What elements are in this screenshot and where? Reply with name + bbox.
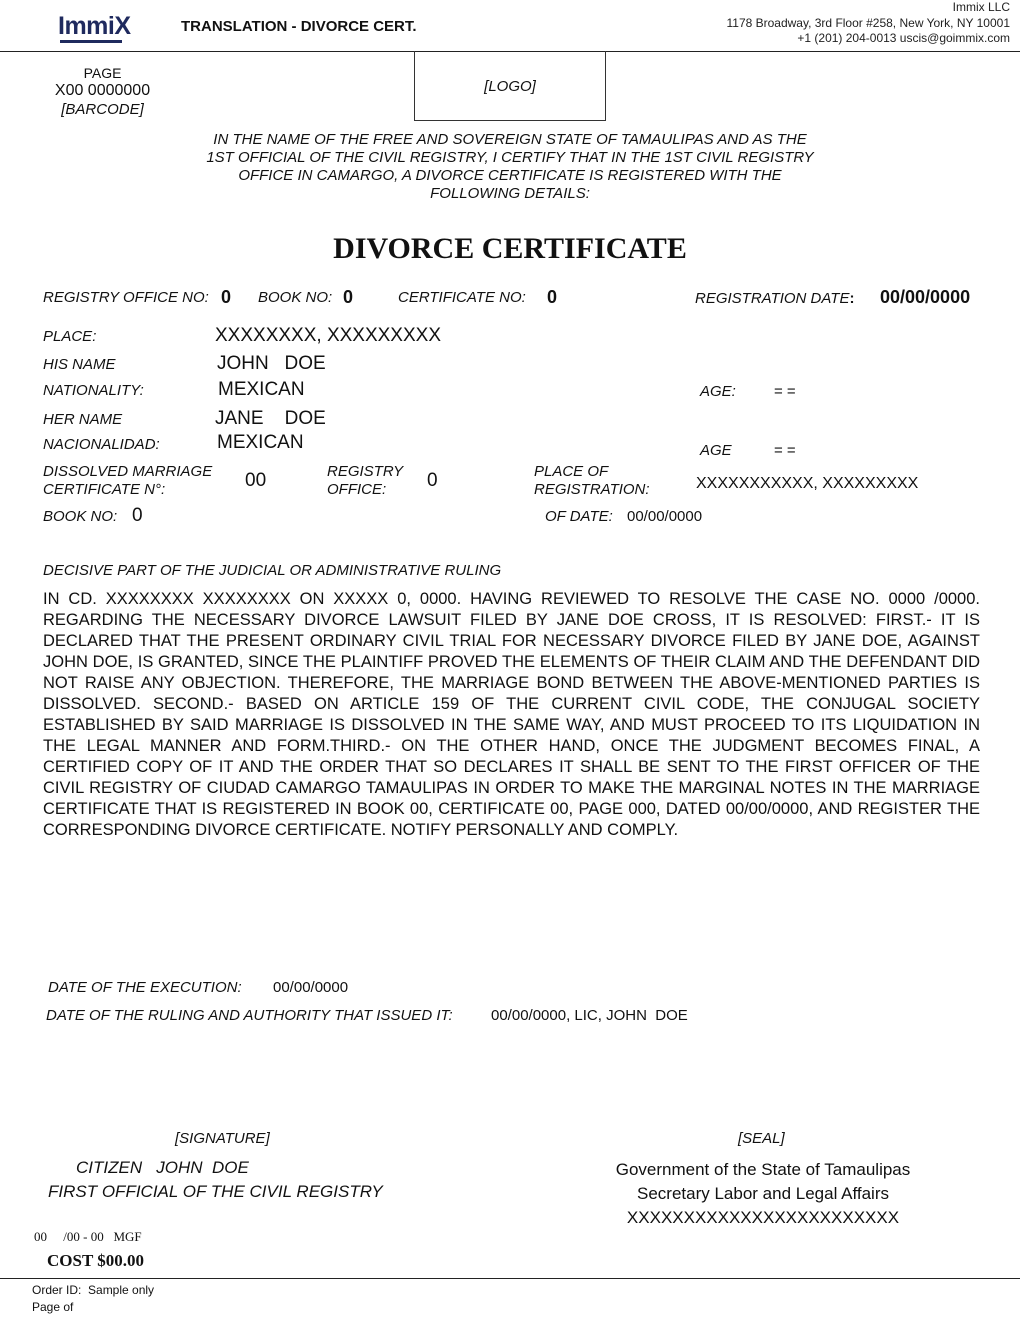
certificate-title: DIVORCE CERTIFICATE — [333, 232, 687, 265]
his-name-label: HIS NAME — [43, 356, 116, 373]
seal-line-2: Secretary Labor and Legal Affairs — [636, 1184, 889, 1203]
signer-title: FIRST OFFICIAL OF THE CIVIL REGISTRY — [48, 1182, 383, 1201]
dissolved-cert-label: DISSOLVED MARRIAGE CERTIFICATE N°: — [43, 463, 213, 498]
dissolved-office-value: 0 — [427, 470, 438, 491]
certificate-label: CERTIFICATE NO: — [398, 289, 526, 306]
dissolved-book-label: BOOK NO: — [43, 508, 118, 525]
his-name-value: JOHN DOE — [217, 353, 326, 374]
document-title: TRANSLATION - DIVORCE CERT. — [181, 18, 417, 35]
company-name: Immix LLC — [952, 0, 1010, 14]
intro-text: IN THE NAME OF THE FREE AND SOVEREIGN STATE OF TAMAULIPAS AND AS THE 1ST OFFICIAL OF THE CIVIL REGISTRY, I CERTIFY THAT IN THE 1ST CIVIL REGISTRY OFFICE IN CAMARGO, A DIVORCE CERTIFICATE IS REGISTERED WITH THE FOLLOWING DETAILS: — [206, 131, 814, 202]
page-number: X00 0000000 — [54, 82, 151, 99]
dissolved-cert-value: 00 — [245, 470, 267, 491]
reference-code: 00 /00 - 00 MGF — [34, 1229, 142, 1244]
seal-text — [580, 1158, 946, 1230]
page-block — [40, 65, 165, 118]
ruling-text: IN CD. XXXXXXXX XXXXXXXX ON XXXXX 0, 0000. HAVING REVIEWED TO RESOLVE THE CASE NO. 0000 /0000. REGARDING THE NECESSARY DIVORCE LAWSUIT FILED BY JANE DOE CROSS, IT IS RESOLVED: FIRST.- IT IS DECLARED THAT THE PRESENT ORDINARY CIVIL TRIAL FOR NECESSARY DIVORCE FILED BY JANE DOE, AGAINST JOHN DOE, IS GRANTED, SINCE THE PLAINTIFF PROVED THE ELEMENTS OF THEIR CLAIM AND THE DEFENDANT DID NOT RAISE ANY OBJECTION. THEREFORE, THE MARRIAGE BOND BETWEEN THE ABOVE-MENTIONED PARTIES IS DISSOLVED. SECOND.- BASED ON ARTICLE 159 OF THE CURRENT CIVIL CODE, THE CONJUGAL SOCIETY ESTABLISHED BY SAID MARRIAGE IS DISSOLVED IN THE SAME WAY, AND MUST PROCEED TO ITS LIQUIDATION IN THE LEGAL MANNER AND FORM.THIRD.- ON THE OTHER HAND, ONCE THE JUDGMENT BECOMES FINAL, A CERTIFIED COPY OF IT AND THE ORDER THAT SO DECLARES IT SHALL BE SENT TO THE FIRST OFFICER OF THE CIVIL REGISTRY OF CIUDAD CAMARGO TAMAULIPAS IN ORDER TO MAKE THE MARGINAL NOTES IN THE MARRIAGE CERTIFICATE THAT IS REGISTERED IN BOOK 00, CERTIFICATE 00, PAGE 000, DATED 00/00/0000, AND REGISTER THE CORRESPONDING DIVORCE CERTIFICATE. NOTIFY PERSONALLY AND COMPLY. — [43, 590, 980, 839]
footer-divider — [0, 1278, 1020, 1279]
barcode-placeholder: [BARCODE] — [61, 101, 144, 118]
company-address: 1178 Broadway, 3rd Floor #258, New York, NY 10001 — [726, 15, 1010, 30]
page-label: PAGE — [83, 65, 122, 81]
logo-underline — [60, 40, 122, 43]
certificate-value: 0 — [547, 287, 558, 307]
company-info — [726, 0, 1010, 47]
execution-date-label: DATE OF THE EXECUTION: — [48, 979, 242, 996]
her-age-value: = = — [774, 442, 796, 459]
execution-date-value: 00/00/0000 — [273, 979, 349, 996]
book-label: BOOK NO: — [258, 289, 333, 306]
his-nationality-label: NATIONALITY: — [43, 382, 144, 399]
seal-line-1: Government of the State of Tamaulipas — [615, 1160, 911, 1179]
dissolved-date-value: 00/00/0000 — [627, 508, 703, 525]
dissolved-place-label: PLACE OF REGISTRATION: — [534, 463, 650, 498]
ruling-authority-label: DATE OF THE RULING AND AUTHORITY THAT ISSUED IT: — [46, 1007, 453, 1024]
registration-date-colon: : — [849, 290, 855, 307]
her-name-value: JANE DOE — [215, 408, 326, 429]
logo-box — [414, 51, 606, 121]
dissolved-office-label: REGISTRY OFFICE: — [327, 463, 404, 498]
ruling-authority-value: 00/00/0000, LIC, JOHN DOE — [491, 1007, 688, 1024]
company-logo — [58, 10, 158, 44]
place-value: XXXXXXXX, XXXXXXXXX — [215, 325, 441, 346]
her-nationality-label: NACIONALIDAD: — [43, 436, 160, 453]
registry-office-label: REGISTRY OFFICE NO: — [43, 289, 209, 306]
seal-placeholder: [SEAL] — [738, 1130, 785, 1147]
cost: COST $00.00 — [47, 1251, 144, 1270]
registry-office-value: 0 — [221, 287, 232, 307]
his-age-label: AGE: — [700, 383, 736, 400]
dissolved-book-value: 0 — [132, 505, 143, 526]
his-age-value: = = — [774, 383, 796, 400]
company-contact: +1 (201) 204-0013 uscis@goimmix.com — [797, 31, 1010, 45]
ruling-heading: DECISIVE PART OF THE JUDICIAL OR ADMINISTRATIVE RULING — [43, 562, 502, 579]
page-of: Page of — [32, 1300, 74, 1314]
her-age-label: AGE — [700, 442, 732, 459]
order-id: Order ID: Sample only — [32, 1283, 155, 1297]
logo-placeholder: [LOGO] — [484, 78, 536, 95]
book-value: 0 — [343, 287, 354, 307]
signer-name: CITIZEN JOHN DOE — [76, 1158, 249, 1177]
signature-placeholder: [SIGNATURE] — [175, 1130, 270, 1147]
dissolved-place-value: XXXXXXXXXXX, XXXXXXXXX — [696, 475, 919, 492]
registration-date-value: 00/00/0000 — [880, 287, 971, 307]
her-name-label: HER NAME — [43, 411, 123, 428]
his-nationality-value: MEXICAN — [218, 379, 305, 400]
seal-line-3: XXXXXXXXXXXXXXXXXXXXXXXX — [626, 1208, 900, 1227]
her-nationality-value: MEXICAN — [217, 432, 304, 453]
registration-date-label: REGISTRATION DATE: — [695, 290, 855, 307]
place-label: PLACE: — [43, 328, 97, 345]
logo-text: ImmiX — [58, 12, 131, 40]
dissolved-date-label: OF DATE: — [545, 508, 613, 525]
